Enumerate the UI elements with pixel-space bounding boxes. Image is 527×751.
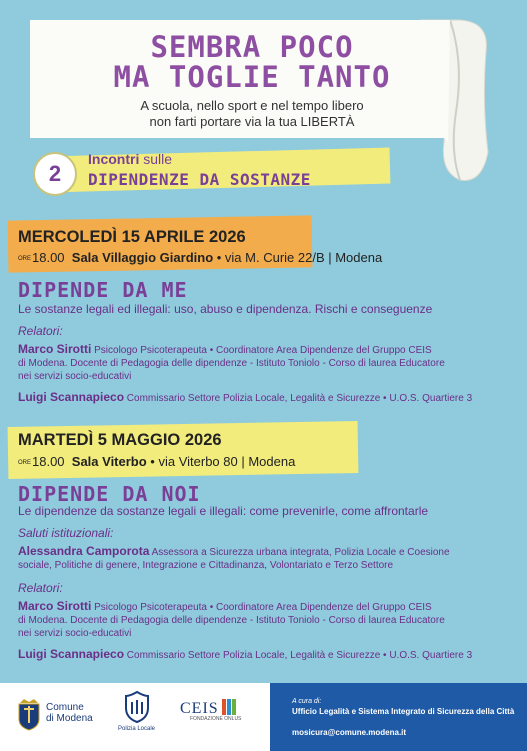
ceis-color-bars-icon <box>222 699 236 715</box>
event-1-relatori-label: Relatori: <box>18 324 63 338</box>
event-1-ore: ORE <box>18 255 32 262</box>
paper-header <box>30 20 490 140</box>
series-topic: DIPENDENZE DA SOSTANZE <box>88 170 311 189</box>
subtitle-line-1: A scuola, nello sport e nel tempo libero <box>140 98 364 113</box>
saluti-role-line-2: sociale, Politiche di genere, Integrazione e Cittadinanza, Volontariato e Terzo Settore <box>18 560 394 571</box>
speaker-name: Marco Sirotti <box>18 599 92 613</box>
speaker-role-line-3: nei servizi socio-educativi <box>18 371 132 382</box>
speaker-role-line-3: nei servizi socio-educativi <box>18 628 132 639</box>
speaker-role: Commissario Settore Polizia Locale, Legalità e Sicurezze • U.O.S. Quartiere 3 <box>124 393 473 404</box>
series-label-rest: sulle <box>139 151 173 167</box>
event-2-title: DIPENDE DA NOI <box>18 482 201 506</box>
event-2-time: 18.00 <box>32 454 65 469</box>
event-1-date: MERCOLEDÌ 15 APRILE 2026 <box>18 228 246 246</box>
series-label <box>88 151 172 167</box>
footer-organizer-panel <box>270 683 527 751</box>
event-1-speaker-1 <box>18 343 513 383</box>
speaker-role-line-2: di Modena. Docente di Pedagogia delle dipendenze - Istituto Toniolo - Corso di laurea Educatore <box>18 615 445 626</box>
ceis-sub-text: FONDAZIONE ONLUS <box>190 716 242 722</box>
event-2-date: MARTEDÌ 5 MAGGIO 2026 <box>18 431 222 449</box>
comune-crest-icon <box>16 697 42 731</box>
event-2-speaker-1 <box>18 600 513 640</box>
event-1-description: Le sostanze legali ed illegali: uso, abuso e dipendenza. Rischi e conseguenze <box>18 302 433 316</box>
speaker-role: Commissario Settore Polizia Locale, Legalità e Sicurezze • U.O.S. Quartiere 3 <box>124 650 473 661</box>
polizia-badge-icon <box>124 690 150 724</box>
ceis-logo-text: CEIS <box>180 700 219 717</box>
polizia-logo-text: Polizia Locale <box>118 726 156 732</box>
saluti-role: Assessora a Sicurezza urbana integrata, Polizia Locale e Coesione <box>149 547 450 558</box>
poster-subtitle <box>82 98 422 130</box>
event-1-title: DIPENDE DA ME <box>18 278 188 302</box>
poster-title <box>82 32 422 92</box>
event-2-ore: ORE <box>18 459 32 466</box>
event-2-description: Le dipendenze da sostanze legali e illegali: come prevenirle, come affrontarle <box>18 504 429 518</box>
series-label-bold: Incontri <box>88 151 140 167</box>
event-1-address: • via M. Curie 22/B | Modena <box>213 250 383 265</box>
title-line-1: SEMBRA POCO <box>150 30 354 64</box>
title-line-2: MA TOGLIE TANTO <box>113 60 391 94</box>
comune-line-2: di Modena <box>46 713 93 724</box>
event-2-saluti-label: Saluti istituzionali: <box>18 526 114 540</box>
event-2-saluti-person <box>18 545 513 572</box>
cura-email[interactable]: mosicura@comune.modena.it <box>292 728 407 737</box>
speaker-name: Luigi Scannapieco <box>18 647 125 661</box>
saluti-name: Alessandra Camporota <box>18 544 150 558</box>
speaker-name: Marco Sirotti <box>18 342 92 356</box>
comune-logo-text <box>46 702 93 724</box>
event-1-time: 18.00 <box>32 250 65 265</box>
series-number-badge: 2 <box>33 152 77 196</box>
event-2-date-highlight <box>8 421 359 479</box>
event-2-address: • via Viterbo 80 | Modena <box>146 454 296 469</box>
speaker-role: Psicologo Psicoterapeuta • Coordinatore Area Dipendenze del Gruppo CEIS <box>91 602 432 613</box>
event-1-venue: Sala Villaggio Giardino <box>71 250 214 265</box>
speaker-role-line-2: di Modena. Docente di Pedagogia delle dipendenze - Istituto Toniolo - Corso di laurea Educatore <box>18 358 445 369</box>
speaker-role: Psicologo Psicoterapeuta • Coordinatore Area Dipendenze del Gruppo CEIS <box>91 345 432 356</box>
cura-label: A cura di: <box>292 698 322 705</box>
event-2-venue: Sala Viterbo <box>71 454 147 469</box>
event-2-time-venue <box>18 454 295 469</box>
speaker-name: Luigi Scannapieco <box>18 390 125 404</box>
event-2-relatori-label: Relatori: <box>18 581 63 595</box>
event-2-speaker-2 <box>18 648 513 662</box>
subtitle-line-2: non farti portare via la tua LIBERTÀ <box>149 114 355 129</box>
event-1-time-venue <box>18 250 382 265</box>
comune-line-1: Comune <box>46 702 84 713</box>
cura-office: Ufficio Legalità e Sistema Integrato di Sicurezza della Città <box>292 707 515 716</box>
paper-curl-graphic <box>420 12 490 192</box>
event-1-speaker-2 <box>18 391 513 405</box>
